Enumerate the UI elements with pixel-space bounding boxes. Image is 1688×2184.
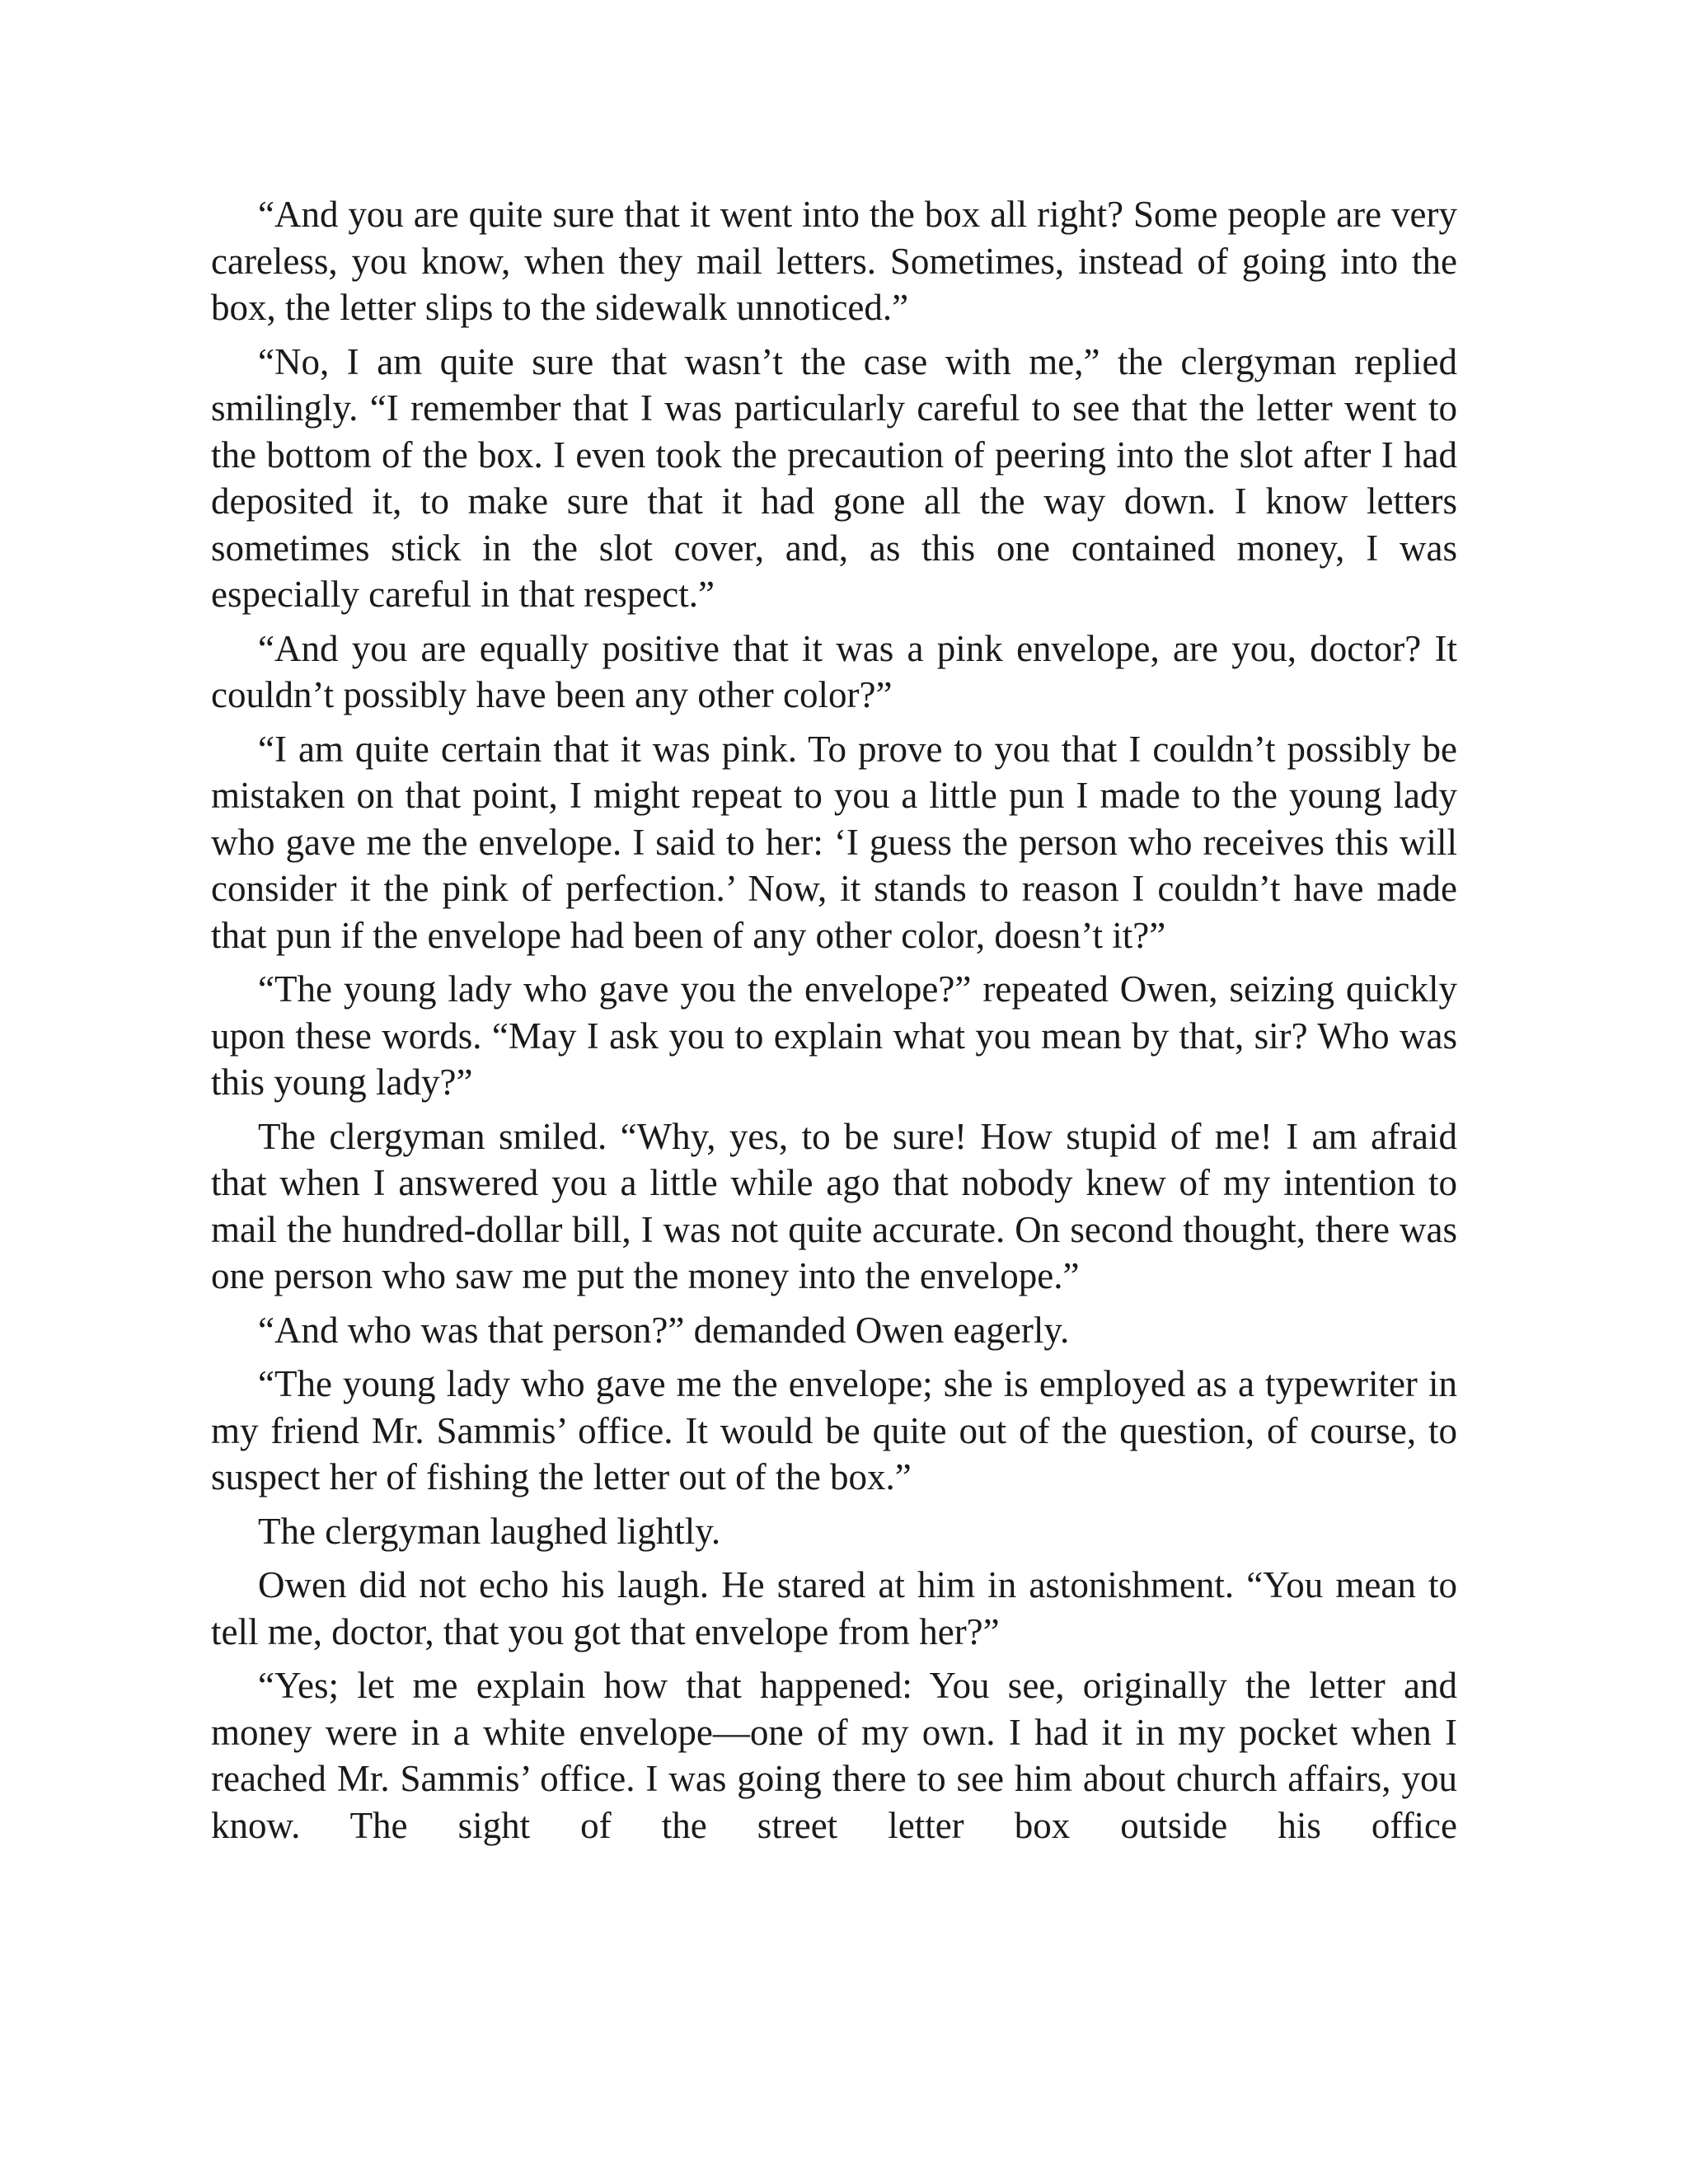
body-text bbox=[211, 191, 1457, 1856]
paragraph: “And you are equally positive that it was a pink envelope, are you, doctor? It couldn’t possibly have been any other color?” bbox=[211, 627, 1457, 715]
paragraph: “The young lady who gave me the envelope; she is employed as a typewriter in my friend Mr. Sammis’ office. It would be quite out of the question, of course, to suspect her of fishing the letter out of the box.” bbox=[211, 1363, 1457, 1497]
paragraph: The clergyman smiled. “Why, yes, to be sure! How stupid of me! I am afraid that when I answered you a little while ago that nobody knew of my intention to mail the hundred-dollar bill, I was not quite accurate. On second thought, there was one person who saw me put the money into the envelope.” bbox=[211, 1115, 1457, 1296]
paragraph: “I am quite certain that it was pink. To prove to you that I couldn’t possibly be mistaken on that point, I might repeat to you a little pun I made to the young lady who gave me the envelope. I said to her: ‘I guess the person who receives this will consider it the pink of perfection.’ Now, it stands to reason I couldn’t have made that pun if the envelope had been of any other color, doesn’t it?” bbox=[211, 728, 1457, 956]
paragraph: “The young lady who gave you the envelope?” repeated Owen, seizing quickly upon these words. “May I ask you to explain what you mean by that, sir? Who was this young lady?” bbox=[211, 968, 1457, 1103]
paragraph: “Yes; let me explain how that happened: You see, originally the letter and money were in a white envelope—one of my own. I had it in my pocket when I reached Mr. Sammis’ office. I was going there to see him about church affairs, you know. The sight of the street letter box outside his office bbox=[211, 1665, 1457, 1846]
paragraph: Owen did not echo his laugh. He stared at him in astonishment. “You mean to tell me, doctor, that you got that envelope from her?” bbox=[211, 1564, 1457, 1652]
paragraph: “And who was that person?” demanded Owen eagerly. bbox=[258, 1309, 1070, 1351]
paragraph: “And you are quite sure that it went into the box all right? Some people are very careless, you know, when they mail letters. Sometimes, instead of going into the box, the letter slips to the sidewalk unnoticed.” bbox=[211, 194, 1457, 328]
paragraph: The clergyman laughed lightly. bbox=[258, 1510, 721, 1552]
paragraph: “No, I am quite sure that wasn’t the case with me,” the clergyman replied smilingly. “I remember that I was particularly careful to see that the letter went to the bottom of the box. I even took the precaution of peering into the slot after I had deposited it, to make sure that it had gone all the way down. I know letters sometimes stick in the slot cover, and, as this one contained money, I was especially careful in that respect.” bbox=[211, 340, 1457, 615]
